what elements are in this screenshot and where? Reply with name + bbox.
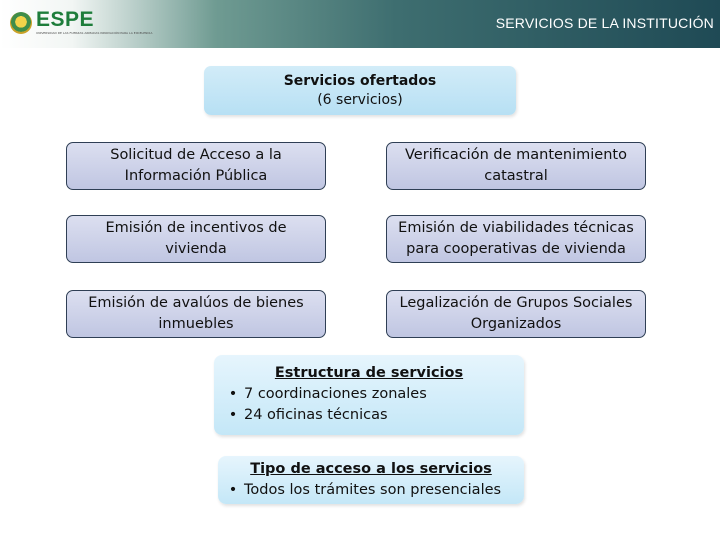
list-item	[222, 405, 427, 426]
service-box	[66, 290, 326, 338]
access-type-box	[218, 456, 524, 504]
access-list	[222, 480, 501, 501]
university-seal-icon	[10, 12, 32, 34]
service-box	[66, 215, 326, 263]
service-label: Solicitud de Acceso a la Información Pública	[110, 147, 282, 184]
bullet-icon: •	[228, 386, 238, 402]
logo-wordmark: ESPE	[36, 8, 95, 31]
bullet-icon: •	[228, 407, 238, 423]
service-box	[386, 290, 646, 338]
structure-item-label: 24 oficinas técnicas	[244, 407, 388, 423]
service-structure-box	[214, 355, 524, 435]
summary-title: Servicios ofertados	[283, 72, 437, 89]
list-item	[222, 384, 427, 405]
access-item-label: Todos los trámites son presenciales	[244, 482, 502, 498]
structure-title: Estructura de servicios	[274, 365, 464, 381]
structure-item-label: 7 coordinaciones zonales	[244, 386, 427, 402]
service-label: Emisión de viabilidades técnicas para cooperativas de vivienda	[398, 220, 634, 257]
espe-logo	[8, 8, 153, 40]
bullet-icon: •	[228, 482, 238, 498]
service-label: Verificación de mantenimiento catastral	[405, 147, 627, 184]
service-label: Emisión de incentivos de vivienda	[105, 220, 287, 257]
services-summary-box	[204, 66, 516, 115]
service-label: Emisión de avalúos de bienes inmuebles	[88, 295, 304, 332]
list-item	[222, 480, 501, 501]
logo-tagline: UNIVERSIDAD DE LAS FUERZAS ARMADAS INNOVACIÓN PARA LA EXCELENCIA	[36, 31, 153, 35]
service-box	[386, 142, 646, 190]
structure-list	[222, 384, 427, 426]
summary-subtitle: (6 servicios)	[317, 91, 403, 108]
service-box	[66, 142, 326, 190]
access-title: Tipo de acceso a los servicios	[250, 461, 492, 477]
service-box	[386, 215, 646, 263]
service-label: Legalización de Grupos Sociales Organizados	[399, 295, 633, 332]
header-banner	[0, 0, 720, 48]
page-title: SERVICIOS DE LA INSTITUCIÓN	[495, 15, 714, 31]
